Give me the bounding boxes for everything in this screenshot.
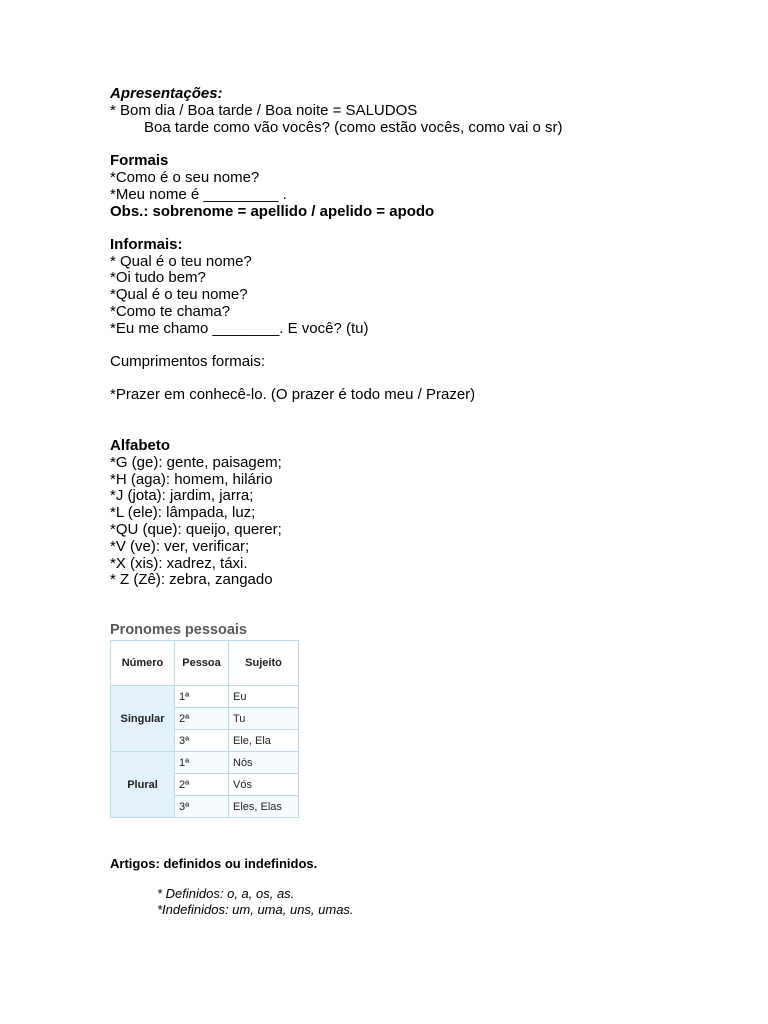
sujeito-cell: Vós [229,774,299,796]
alfabeto-line: *G (ge): gente, paisagem; [110,454,282,471]
artigos-heading: Artigos: definidos ou indefinidos. [110,856,318,871]
informais-line: *Qual é o teu nome? [110,286,248,303]
sujeito-cell: Nós [229,752,299,774]
sujeito-cell: Tu [229,708,299,730]
alfabeto-line: *J (jota): jardim, jarra; [110,487,254,504]
sujeito-cell: Ele, Ela [229,730,299,752]
column-header: Sujeito [229,641,299,686]
sujeito-cell: Eles, Elas [229,796,299,818]
formais-line: *Como é o seu nome? [110,169,260,186]
column-header: Pessoa [175,641,229,686]
pessoa-cell: 3ª [175,730,229,752]
pronomes-title: Pronomes pessoais [110,622,247,638]
sujeito-cell: Eu [229,686,299,708]
pessoa-cell: 3ª [175,796,229,818]
alfabeto-line: *L (ele): lâmpada, luz; [110,504,256,521]
table-header-row [111,641,299,686]
apresentacoes-heading: Apresentações: [110,85,223,102]
informais-line: *Oi tudo bem? [110,269,206,286]
informais-line: * Qual é o teu nome? [110,253,252,270]
column-header: Número [111,641,175,686]
artigos-definidos: * Definidos: o, a, os, as. [157,886,295,901]
alfabeto-line: *QU (que): queijo, querer; [110,521,282,538]
apresentacoes-line-1: * Bom dia / Boa tarde / Boa noite = SALUDOS [110,102,418,119]
formais-obs: Obs.: sobrenome = apellido / apelido = apodo [110,203,435,220]
group-label-singular: Singular [111,686,175,752]
formais-line: *Meu nome é _________ . [110,186,287,203]
pessoa-cell: 1ª [175,686,229,708]
alfabeto-heading: Alfabeto [110,437,170,454]
group-label-plural: Plural [111,752,175,818]
alfabeto-line: * Z (Zê): zebra, zangado [110,571,273,588]
alfabeto-line: *H (aga): homem, hilário [110,471,273,488]
pessoa-cell: 2ª [175,774,229,796]
pessoa-cell: 1ª [175,752,229,774]
table-row [111,752,299,774]
informais-line: *Eu me chamo ________. E você? (tu) [110,320,369,337]
cumprimentos-line: *Prazer em conhecê-lo. (O prazer é todo meu / Prazer) [110,386,476,403]
informais-heading: Informais: [110,236,183,253]
pronomes-table [110,640,299,818]
alfabeto-line: *V (ve): ver, verificar; [110,538,250,555]
informais-line: *Como te chama? [110,303,231,320]
pessoa-cell: 2ª [175,708,229,730]
cumprimentos-heading: Cumprimentos formais: [110,353,266,370]
apresentacoes-line-2: Boa tarde como vão vocês? (como estão vocês, como vai o sr) [144,119,563,136]
artigos-indefinidos: *Indefinidos: um, uma, uns, umas. [157,902,354,917]
formais-heading: Formais [110,152,169,169]
table-row [111,686,299,708]
alfabeto-line: *X (xis): xadrez, táxi. [110,555,248,572]
